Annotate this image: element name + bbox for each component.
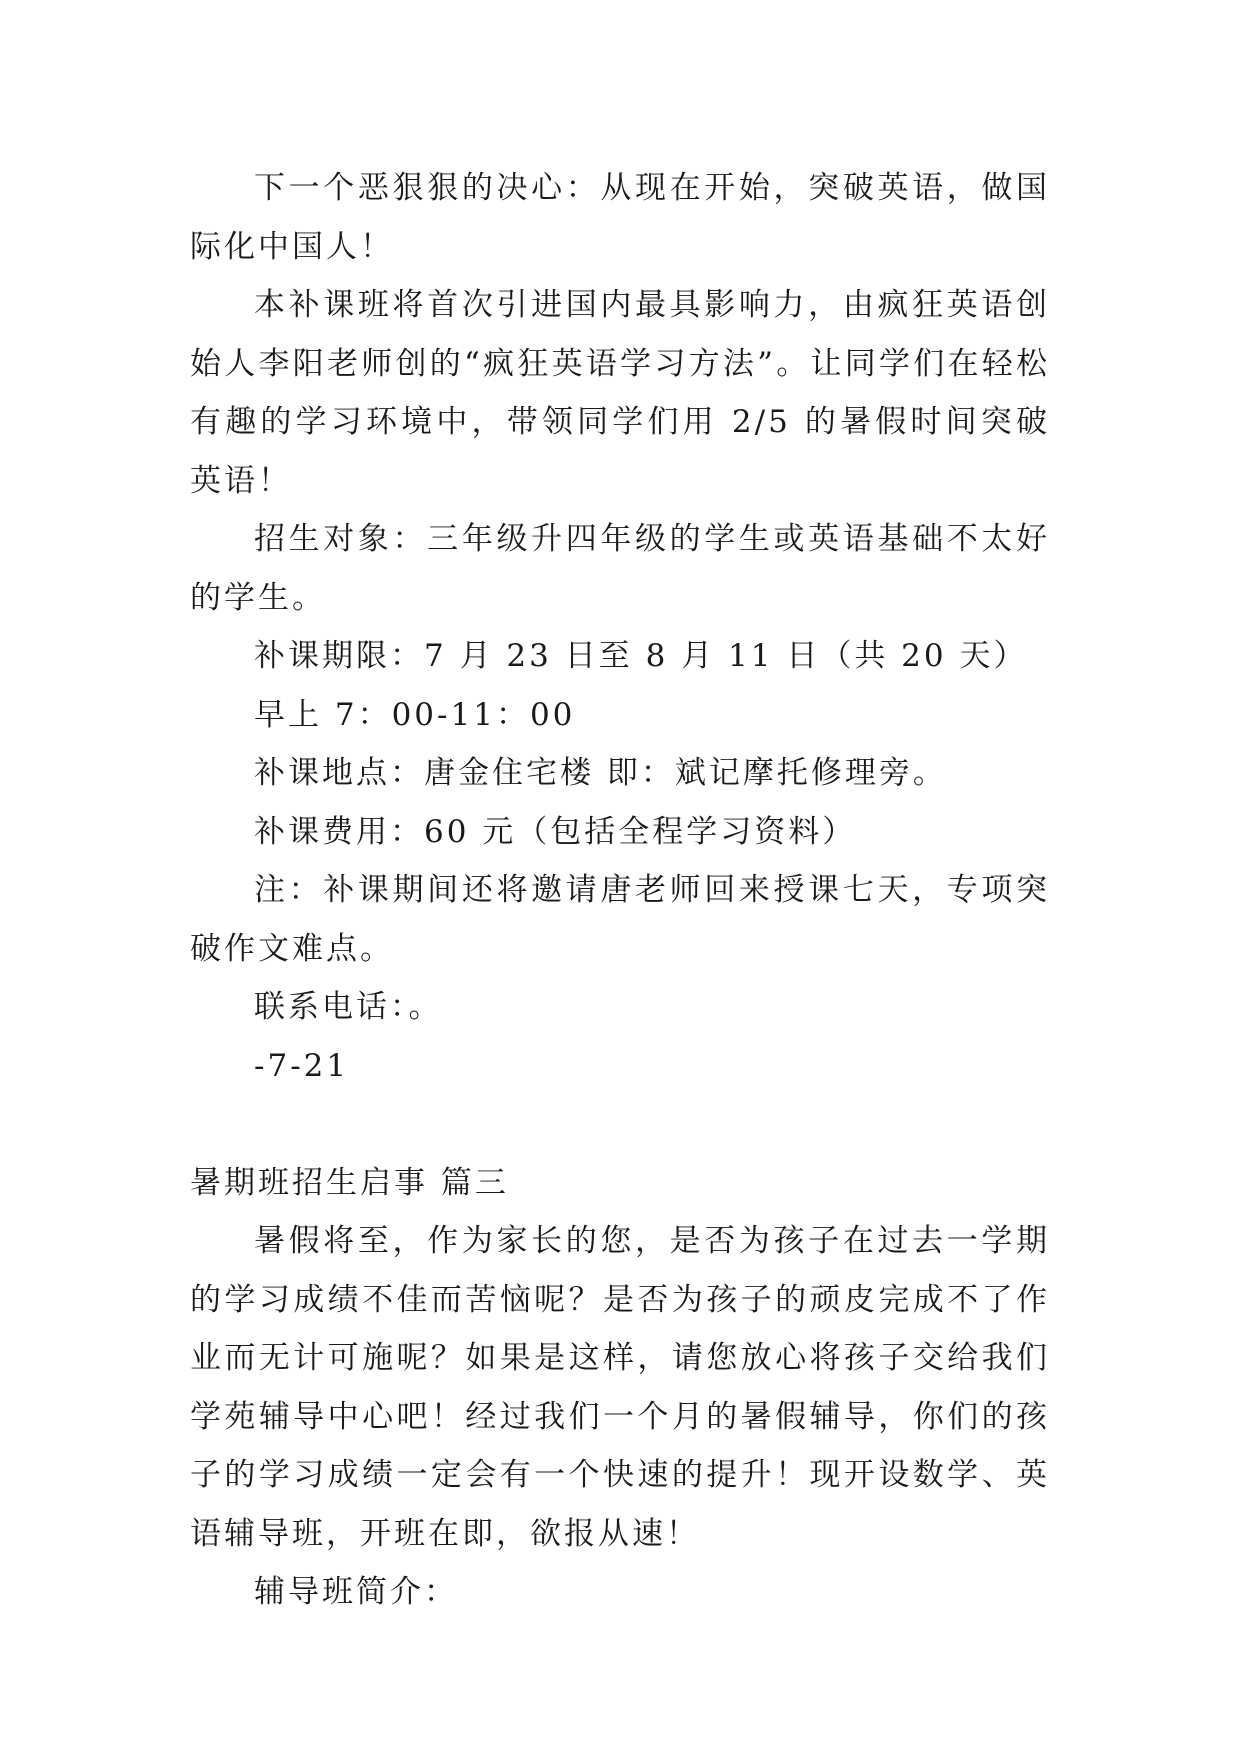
paragraph-resolution: 下一个恶狠狠的决心：从现在开始，突破英语，做国际化中国人！ — [190, 170, 1050, 265]
paragraph-target-students: 招生对象：三年级升四年级的学生或英语基础不太好的学生。 — [190, 521, 1050, 616]
section-spacer — [190, 1095, 1050, 1154]
paragraph-introduction: 本补课班将首次引进国内最具影响力，由疯狂英语创始人李阳老师创的“疯狂英语学习方法”。让同学们在轻松有趣的学习环境中，带领同学们用 2/5 的暑假时间突破英语！ — [190, 287, 1050, 499]
document-body — [190, 159, 1050, 1622]
paragraph-note: 注：补课期间还将邀请唐老师回来授课七天，专项突破作文难点。 — [190, 872, 1050, 967]
paragraph-class-overview: 辅导班简介： — [254, 1574, 458, 1610]
paragraph-course-fee: 补课费用：60 元（包括全程学习资料） — [254, 813, 857, 850]
section-heading: 暑期班招生启事 篇三 — [190, 1164, 509, 1201]
paragraph-course-period: 补课期限：7 月 23 日至 8 月 11 日（共 20 天） — [254, 638, 1028, 674]
paragraph-course-time: 早上 7：00-11：00 — [254, 696, 576, 733]
paragraph-summer-intro: 暑假将至，作为家长的您，是否为孩子在过去一学期的学习成绩不佳而苦恼呢？是否为孩子的顽皮完成不了作业而无计可施呢？如果是这样，请您放心将孩子交给我们学苑辅导中心吧！经过我们一个月的暑假辅导，你们的孩子的学习成绩一定会有一个快速的提升！现开设数学、英语辅导班，开班在即，欲报从速！ — [190, 1223, 1050, 1552]
paragraph-course-location: 补课地点：唐金住宅楼 即：斌记摩托修理旁。 — [254, 755, 947, 791]
paragraph-contact-phone: 联系电话：。 — [254, 989, 443, 1025]
paragraph-date: -7-21 — [254, 1047, 350, 1084]
